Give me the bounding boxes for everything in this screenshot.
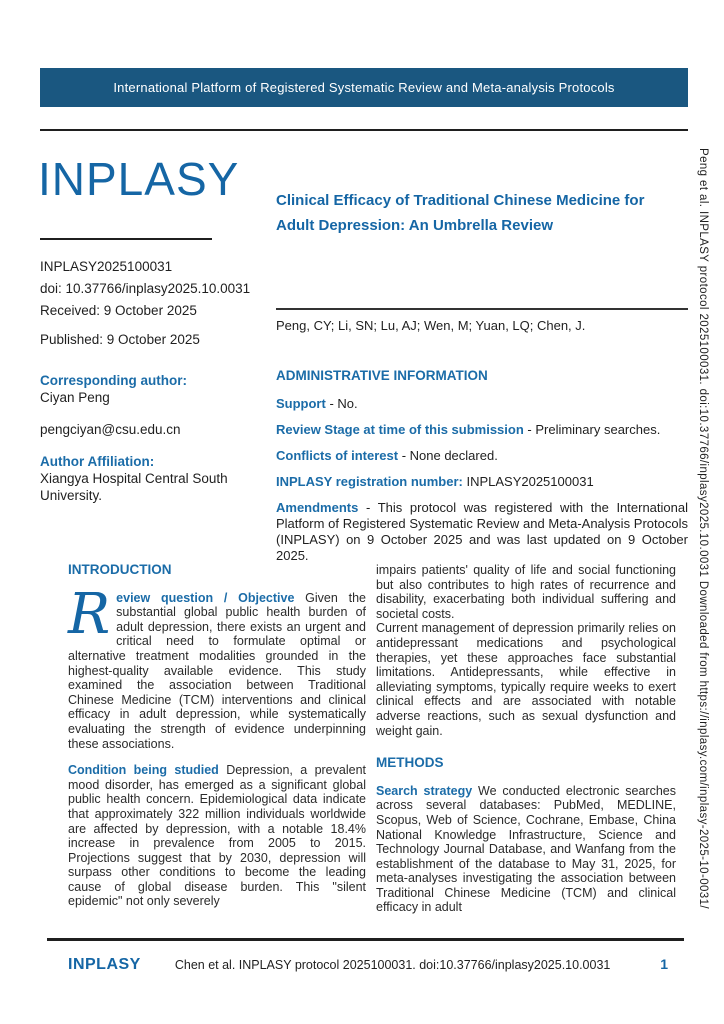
search-strategy-label: Search strategy	[376, 783, 473, 798]
introduction-heading: INTRODUCTION	[68, 562, 172, 577]
review-question-text: Given the substantial global public health burden of adult depression, there exists an urgent and critical need to formulate optimal or alternative treatment modalities grounded in the highest-quality available evidence. This study examined the association between Traditional Chinese Medicine (TCM) interventions and clinical efficacy in adult depression, while systematically evaluating the strength of evidence underpinning these associations.	[68, 590, 366, 751]
search-strategy-paragraph	[376, 784, 676, 915]
corresponding-author-name: Ciyan Peng	[40, 390, 110, 405]
admin-item-label: Conflicts of interest	[276, 448, 399, 463]
published-date: Published: 9 October 2025	[40, 332, 200, 347]
admin-item-amendments	[276, 500, 688, 564]
admin-item-value: - No.	[325, 396, 358, 411]
corresponding-author-label: Corresponding author:	[40, 373, 187, 388]
footer-logo: INPLASY	[68, 956, 141, 973]
header-divider	[40, 129, 688, 131]
admin-item-value: - Preliminary searches.	[523, 422, 661, 437]
author-info-panel	[40, 372, 240, 519]
admin-item-label: Amendments	[276, 500, 359, 515]
dropcap-letter: R	[68, 581, 111, 647]
top-banner	[40, 68, 688, 107]
admin-heading: ADMINISTRATIVE INFORMATION	[276, 368, 488, 383]
admin-item-label: INPLASY registration number:	[276, 474, 463, 489]
methods-heading: METHODS	[376, 755, 444, 771]
corresponding-author-block	[40, 372, 240, 406]
affiliation-value: Xiangya Hospital Central South University.	[40, 471, 228, 503]
current-management-paragraph: Current management of depression primarily relies on antidepressant medications and psychological therapies, yet these approaches face substantial limitations. Antidepressants, while effective in alleviating symptoms, typically require weeks to exert clinical effects and are associated with notable adverse reactions, such as sexual dysfunction and weight gain.	[376, 621, 676, 738]
condition-studied-text: Depression, a prevalent mood disorder, has emerged as a significant global public health concern. Epidemiological data indicate that approximately 322 million individuals worldwide are affected by depression, with a notable 18.4% increase in prevalence from 2005 to 2015. Projections suggest that by 2030, depression will surpass other conditions to become the leading cause of global disease burden. This "silent epidemic" not only severely	[68, 763, 366, 909]
admin-item-conflicts	[276, 448, 688, 464]
admin-item-value: INPLASY2025100031	[462, 474, 594, 489]
admin-item-review-stage	[276, 422, 688, 438]
footer-divider	[47, 938, 684, 941]
body-column-right	[376, 563, 676, 915]
admin-item-value: - None declared.	[398, 448, 498, 463]
registration-meta	[40, 256, 270, 351]
article-title: Clinical Efficacy of Traditional Chinese Medicine for Adult Depression: An Umbrella Review	[276, 192, 645, 234]
continuation-paragraph: impairs patients' quality of life and social functioning but also contributes to high rates of recurrence and disability, exacerbating both individual suffering and societal costs.	[376, 563, 676, 621]
received-date: Received: 9 October 2025	[40, 303, 197, 318]
page-number: 1	[660, 956, 668, 972]
admin-item-label: Support	[276, 396, 326, 411]
admin-item-label: Review Stage at time of this submission	[276, 422, 524, 437]
title-divider	[276, 308, 688, 310]
body-column-left	[68, 563, 366, 909]
administrative-information-section	[276, 368, 688, 574]
admin-item-registration-number	[276, 474, 688, 490]
footer-citation: Chen et al. INPLASY protocol 2025100031. doi:10.37766/inplasy2025.10.0031	[174, 958, 611, 972]
inplasy-logo: INPLASY	[38, 153, 240, 205]
corresponding-author-email: pengciyan@csu.edu.cn	[40, 422, 181, 437]
logo-underline	[40, 238, 212, 240]
search-strategy-text: We conducted electronic searches across several databases: PubMed, MEDLINE, Scopus, Web of Science, Cochrane, Embase, China National Knowledge Infrastructure, Science and Technology Journal Database, and Wanfang from the establishment of the database to May 31, 2025, for meta-analyses investigating the association between Traditional Chinese Medicine (TCM) and clinical efficacy in adult	[376, 783, 676, 915]
affiliation-block	[40, 453, 240, 504]
review-question-label: eview question / Objective	[116, 590, 295, 605]
admin-item-value: - This protocol was registered with the International Platform of Registered Systematic Review and Meta-Analysis Protocols (INPLASY) on 9 October 2025 and was last updated on 9 October 2025.	[276, 500, 688, 563]
condition-studied-label: Condition being studied	[68, 763, 219, 778]
page-footer	[68, 956, 668, 974]
doi-line: doi: 10.37766/inplasy2025.10.0031	[40, 281, 251, 296]
admin-item-support	[276, 396, 688, 412]
vertical-citation-sidebar: Peng et al. INPLASY protocol 2025100031. doi:10.37766/inplasy2025.10.0031 Downloaded from https://inplasy.com/inplasy-2025-10-0031/	[697, 148, 709, 909]
top-banner-title: International Platform of Registered Systematic Review and Meta-analysis Protocols	[113, 80, 615, 95]
registration-id: INPLASY2025100031	[40, 259, 173, 274]
affiliation-label: Author Affiliation:	[40, 454, 155, 469]
authors-line: Peng, CY; Li, SN; Lu, AJ; Wen, M; Yuan, LQ; Chen, J.	[276, 318, 586, 333]
spacer	[40, 322, 270, 329]
condition-studied-paragraph	[68, 763, 366, 909]
review-question-paragraph	[68, 581, 366, 752]
